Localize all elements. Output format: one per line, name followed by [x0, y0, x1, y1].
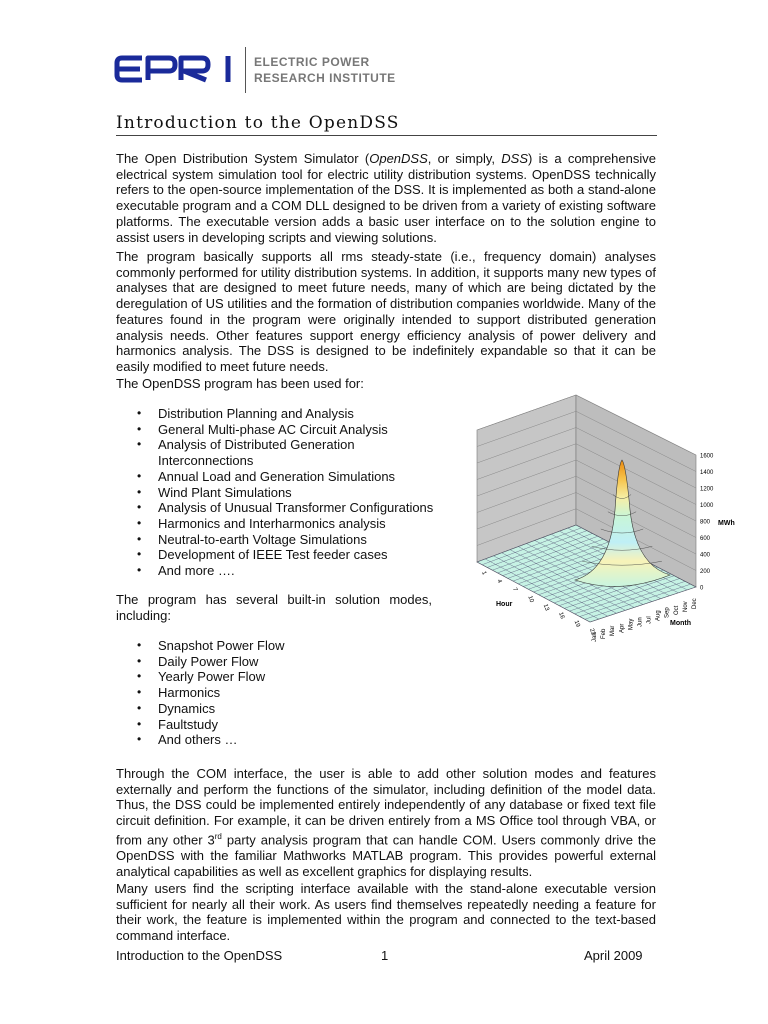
month-tick-label: Apr [619, 623, 626, 633]
month-tick-label: Sep [664, 607, 671, 618]
z-tick-label: 1600 [700, 453, 714, 460]
month-tick-label: Feb [601, 628, 608, 639]
list-item: • Development of IEEE Test feeder cases [137, 547, 448, 563]
text: , or simply, [427, 151, 502, 166]
superscript: rd [214, 831, 222, 841]
list-item: • Harmonics [137, 685, 448, 701]
list-item: • Snapshot Power Flow [137, 638, 448, 654]
list-item: • Harmonics and Interharmonics analysis [137, 516, 448, 532]
month-tick-label: Mar [610, 625, 617, 636]
z-tick-label: 600 [700, 536, 711, 542]
footer-title: Introduction to the OpenDSS [116, 948, 283, 963]
month-tick-label: Oct [673, 605, 680, 615]
org-name [254, 54, 396, 86]
z-tick-label: 1400 [700, 470, 714, 476]
list-item: • Neutral-to-earth Voltage Simulations [137, 532, 448, 548]
modes-list [137, 638, 448, 748]
logo-divider [245, 47, 246, 93]
hour-tick-label: 16 [557, 611, 566, 620]
hour-tick-label: 1 [480, 570, 487, 576]
month-tick-label: May [628, 618, 635, 630]
z-axis-label: MWh [718, 520, 735, 527]
hour-tick-label: 7 [510, 586, 518, 593]
paragraph-uses-intro: The OpenDSS program has been used for: [116, 376, 364, 391]
month-tick-label: Jul [646, 616, 653, 624]
hour-tick-label: 10 [526, 595, 535, 604]
month-tick-label: Dec [692, 598, 698, 609]
text: ) is a comprehensive electrical system simulation tool for electric utility distribution systems. OpenDSS technically refers to the open-source implementation of the DSS. It is implemented as both a stand-alone executable program and a COM DLL designed to be driven from a variety of existing software platforms. The executable version adds a basic user interface on to the solution engine to assist users in developing scripts and viewing solutions. [116, 151, 656, 245]
paragraph-scripting: Many users find the scripting interface available with the stand-alone executable version sufficient for nearly all their work. As users find themselves repeatedly needing a feature for their work, the feature is implemented within the program and connected to the text-based command interface. [116, 881, 656, 944]
hour-tick-label: 4 [495, 578, 503, 585]
org-line1: ELECTRIC POWER [254, 55, 370, 69]
org-line2: RESEARCH INSTITUTE [254, 71, 396, 85]
list-item: • Yearly Power Flow [137, 669, 448, 685]
footer-date: April 2009 [584, 948, 643, 963]
list-item: • Dynamics [137, 701, 448, 717]
paragraph-com [116, 766, 656, 879]
list-item: • Analysis of Distributed Generation Interconnections [137, 437, 358, 468]
text: The Open Distribution System Simulator ( [116, 151, 370, 166]
list-item: • Faultstudy [137, 717, 448, 733]
title-rule [116, 135, 657, 136]
month-tick-label: Jan [592, 632, 598, 642]
footer-page-number: 1 [381, 948, 389, 963]
y-axis-label: Month [670, 620, 691, 627]
list-item: • And others … [137, 732, 448, 748]
list-item: • Daily Power Flow [137, 654, 448, 670]
text: Through the COM interface, the user is able to add other solution modes and features externally and perform the functions of the simulator, including definition of the model data. Thus, the DSS could be implemented entirely independently of any database or fixed text file circuit definition. For example, it can be driven entirely from a MS Office tool through VBA, or from any other 3 [116, 766, 656, 848]
z-tick-label: 800 [700, 519, 711, 526]
surface-chart [470, 380, 740, 650]
month-tick-label: Nov [682, 601, 689, 612]
z-tick-label: 200 [700, 569, 711, 575]
hour-tick-label: 13 [541, 603, 550, 612]
month-tick-label: Aug [655, 610, 662, 621]
paragraph-modes-intro: The program has several built-in solution modes, including: [116, 592, 432, 623]
hour-tick-label: 19 [572, 619, 581, 629]
x-axis-label: Hour [496, 601, 513, 608]
text: party analysis program that can handle COM. Users commonly drive the OpenDSS with the familiar Mathworks MATLAB program. This provides powerful external analytical capabilities as well as excellent graphics for displaying results. [116, 832, 657, 879]
text-italic: OpenDSS [369, 151, 428, 166]
z-tick-label: 1000 [700, 503, 714, 509]
list-item: • Analysis of Unusual Transformer Configurations [137, 500, 448, 516]
epri-logo [114, 52, 239, 86]
paragraph-intro [116, 151, 656, 245]
list-item: • And more …. [137, 563, 448, 579]
list-item: • Distribution Planning and Analysis [137, 406, 448, 422]
z-tick-label: 1200 [700, 486, 714, 493]
z-tick-label: 400 [700, 552, 711, 559]
hour-tick-label: 22 [587, 627, 596, 637]
uses-list [137, 406, 448, 579]
paragraph-capabilities: The program basically supports all rms steady-state (i.e., frequency domain) analyses commonly performed for utility distribution systems. In addition, it supports many new types of analyses that are designed to meet future needs, many of which are being dictated by the deregulation of US utilities and the formation of distribution companies worldwide. Many of the features found in the program were originally intended to support distributed generation analysis needs. Other features support energy efficiency analysis of power delivery and harmonics analysis. The DSS is designed to be indefinitely expandable so that it can be easily modified to meet future needs. [116, 249, 656, 374]
page-title: Introduction to the OpenDSS [116, 113, 400, 133]
month-tick-label: Jun [637, 617, 644, 627]
text-italic: DSS [501, 151, 529, 166]
z-tick-label: 0 [700, 585, 704, 592]
list-item: • General Multi-phase AC Circuit Analysis [137, 422, 448, 438]
list-item: • Annual Load and Generation Simulations [137, 469, 448, 485]
list-item: • Wind Plant Simulations [137, 485, 448, 501]
